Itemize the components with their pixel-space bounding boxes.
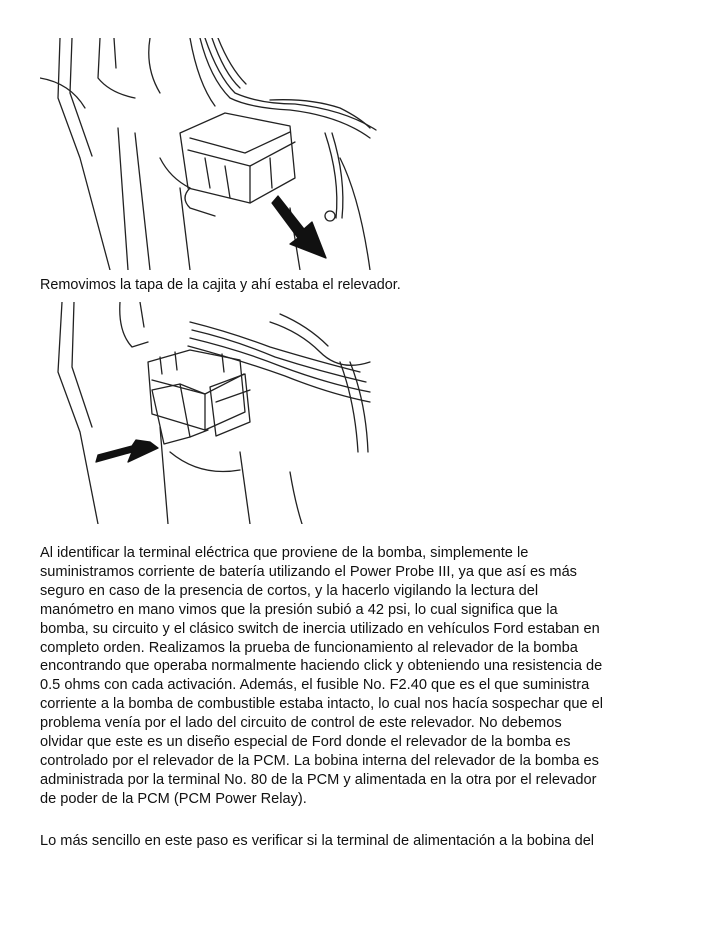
paragraph-line: seguro en caso de la presencia de cortos, y la hacerlo vigilando la lectura del [40, 582, 539, 599]
figure-relay-exposed [40, 302, 380, 524]
paragraph-line: corriente a la bomba de combustible estaba intacto, lo cual nos hacía sospechar que el [40, 696, 604, 713]
paragraph-line: encontrando que operaba normalmente haciendo click y obteniendo una resistencia de [40, 658, 603, 675]
paragraph-line: Lo más sencillo en este paso es verificar si la terminal de alimentación a la bobina del [40, 833, 595, 849]
arrow-icon [272, 196, 326, 258]
arrow-icon [96, 440, 158, 462]
body-paragraph-2 [40, 832, 700, 851]
relay-box-illustration-icon [40, 38, 380, 270]
paragraph-line: controlado por el relevador de la PCM. La bobina interna del relevador de la bomba es [40, 752, 599, 769]
paragraph-line: administrada por la terminal No. 80 de la PCM y alimentada en la otra por el relevador [40, 771, 597, 788]
figure-caption: Removimos la tapa de la cajita y ahí estaba el relevador. [40, 277, 401, 293]
paragraph-line: Al identificar la terminal eléctrica que proviene de la bomba, simplemente le [40, 545, 529, 561]
paragraph-line: problema venía por el lado del circuito de control de este relevador. No debemos [40, 715, 562, 732]
body-paragraph-1 [40, 544, 700, 809]
figure-pcm-box-location [40, 38, 380, 270]
paragraph-line: bomba, su circuito y el clásico switch de inercia utilizado en vehículos Ford estaban en [40, 620, 600, 637]
paragraph-line: 0.5 ohms con cada activación. Además, el fusible No. F2.40 que es el que suministra [40, 677, 590, 694]
paragraph-line: olvidar que este es un diseño especial de Ford donde el relevador de la bomba es [40, 734, 571, 751]
relay-illustration-icon [40, 302, 380, 524]
paragraph-line: completo orden. Realizamos la prueba de funcionamiento al relevador de la bomba [40, 639, 578, 656]
paragraph-line: suministramos corriente de batería utilizando el Power Probe III, ya que así es más [40, 563, 577, 580]
paragraph-line: manómetro en mano vimos que la presión subió a 42 psi, lo cual significa que la [40, 601, 558, 618]
paragraph-line: de poder de la PCM (PCM Power Relay). [40, 790, 307, 807]
